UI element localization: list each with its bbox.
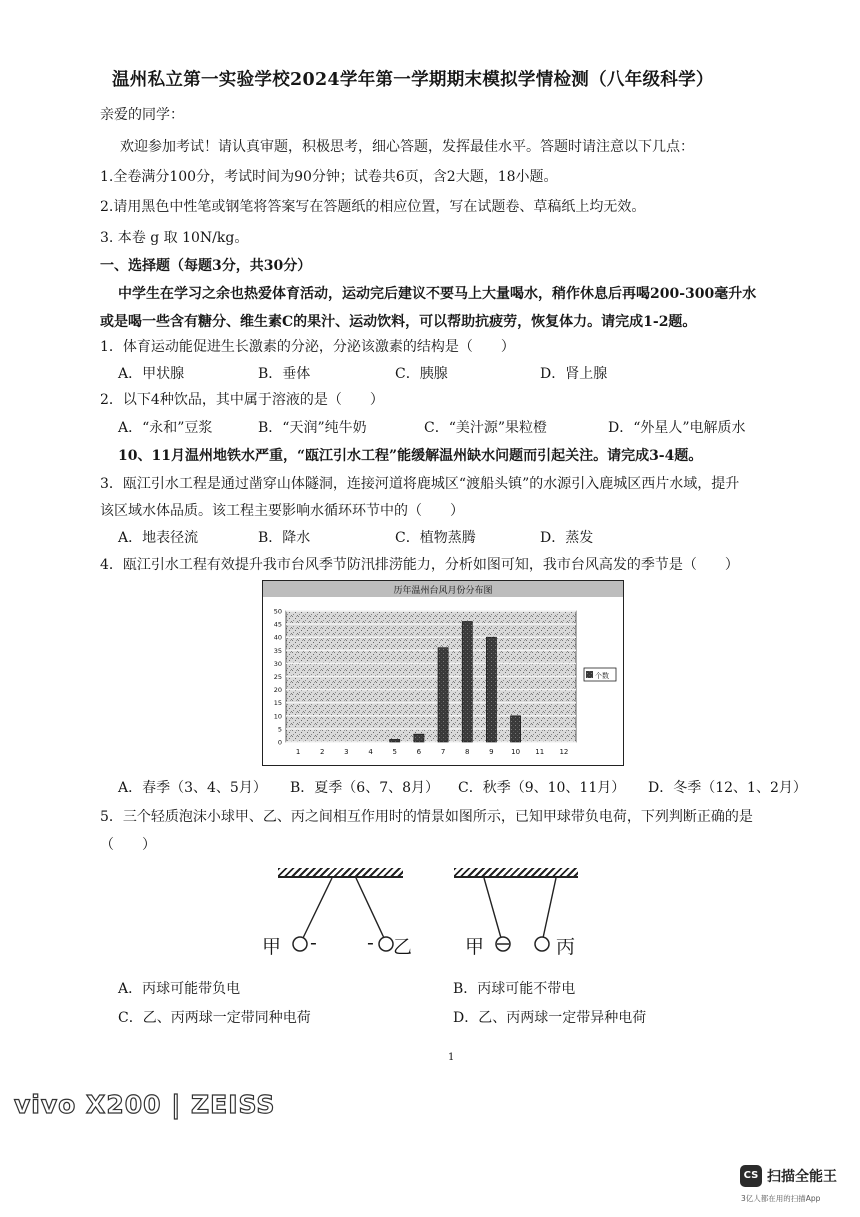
q3-option-c[interactable]: C．植物蒸腾 — [395, 530, 476, 546]
chart-title: 历年温州台风月份分布图 — [393, 586, 493, 596]
x-tick-label: 9 — [489, 748, 494, 756]
q1-option-a[interactable]: A．甲状腺 — [118, 366, 185, 382]
x-tick-label: 8 — [465, 748, 470, 756]
bar-month-9 — [486, 637, 496, 742]
y-tick-label: 10 — [273, 712, 282, 721]
q5-stem-line-2: （ ） — [100, 837, 156, 853]
welcome-text: 欢迎参加考试！请认真审题，积极思考，细心答题，发挥最佳水平。答题时请注意以下几点： — [120, 139, 694, 155]
q1-option-b[interactable]: B．垂体 — [258, 366, 311, 382]
x-tick-label: 5 — [392, 748, 397, 756]
page-number: 1 — [448, 1052, 455, 1063]
y-tick-label: 35 — [273, 646, 282, 655]
y-tick-label: 5 — [277, 725, 282, 734]
x-tick-label: 2 — [320, 748, 325, 756]
legend-swatch — [586, 671, 593, 678]
right-thread-bing — [543, 878, 556, 938]
label-yi: 乙 — [393, 936, 413, 958]
ball-yi — [379, 937, 393, 951]
y-tick-label: 50 — [273, 607, 282, 616]
q3-option-d[interactable]: D．蒸发 — [540, 530, 594, 546]
minus-sign-left: - — [310, 932, 317, 954]
section-heading: 一、选择题（每题3分，共30分） — [100, 258, 312, 274]
ball-jia-left — [293, 937, 307, 951]
x-tick-label: 10 — [511, 748, 521, 756]
exam-title: 温州私立第一实验学校2024学年第一学期期末模拟学情检测（八年级科学） — [112, 70, 714, 90]
scanner-app-name: 扫描全能王 — [767, 1169, 837, 1185]
passage-1-line-1: 中学生在学习之余也热爱体育活动，运动完后建议不要马上大量喝水，稍作休息后再喝200-300毫升水 — [118, 286, 757, 302]
y-tick-label: 40 — [273, 633, 282, 642]
q5-stem-line-1: 5．三个轻质泡沫小球甲、乙、丙之间相互作用时的情景如图所示，已知甲球带负电荷，下列判断正确的是 — [100, 809, 753, 825]
greeting: 亲爱的同学： — [100, 107, 184, 123]
x-tick-label: 7 — [440, 748, 446, 756]
bar-month-6 — [414, 734, 424, 742]
minus-sign-right: - — [367, 932, 374, 954]
x-tick-label: 12 — [559, 748, 569, 756]
bar-month-10 — [511, 716, 521, 742]
q5-option-c[interactable]: C．乙、丙两球一定带同种电荷 — [118, 1010, 311, 1026]
q2-stem: 2．以下4种饮品，其中属于溶液的是（ ） — [100, 392, 384, 408]
q1-option-d[interactable]: D．肾上腺 — [540, 366, 608, 382]
label-bing: 丙 — [556, 936, 576, 958]
q4-option-c[interactable]: C．秋季（9、10、11月） — [458, 780, 626, 796]
q2-option-c[interactable]: C．“美汁源”果粒橙 — [424, 420, 548, 436]
q4-stem: 4．瓯江引水工程有效提升我市台风季节防汛排涝能力，分析如图可知，我市台风高发的季节是（ ） — [100, 557, 739, 573]
q2-option-d[interactable]: D．“外星人”电解质水 — [608, 420, 746, 436]
q3-option-a[interactable]: A．地表径流 — [118, 530, 199, 546]
y-tick-label: 30 — [273, 659, 282, 668]
ball-bing — [535, 937, 549, 951]
q1-option-c[interactable]: C．胰腺 — [395, 366, 448, 382]
rule-3: 3. 本卷 g 取 10N/kg。 — [100, 230, 249, 246]
q3-stem-line-1: 3．瓯江引水工程是通过凿穿山体隧洞，连接河道将鹿城区“渡船头镇”的水源引入鹿城区西片水域，提升 — [100, 476, 740, 492]
passage-1-line-2: 或是喝一些含有糖分、维生素C的果汁、运动饮料，可以帮助抗疲劳，恢复体力。请完成1-2题。 — [100, 314, 697, 330]
left-thread-jia — [303, 878, 332, 938]
q4-option-d[interactable]: D．冬季（12、1、2月） — [648, 780, 807, 796]
q1-stem: 1．体育运动能促进生长激素的分泌，分泌该激素的结构是（ ） — [100, 339, 515, 355]
scanner-app-icon: CS — [740, 1165, 762, 1187]
right-thread-jia — [484, 878, 501, 938]
q5-option-b[interactable]: B．丙球可能不带电 — [453, 981, 576, 997]
legend-label: 个数 — [595, 672, 609, 680]
rule-1: 1.全卷满分100分，考试时间为90分钟；试卷共6页，含2大题，18小题。 — [100, 169, 558, 185]
x-tick-label: 11 — [535, 748, 545, 756]
x-tick-label: 6 — [416, 748, 422, 756]
q2-option-b[interactable]: B．“天润”纯牛奶 — [258, 420, 367, 436]
camera-watermark: vivo X200 | ZEISS — [14, 1090, 276, 1119]
bar-month-7 — [438, 648, 448, 742]
q4-option-b[interactable]: B．夏季（6、7、8月） — [290, 780, 440, 796]
y-tick-label: 20 — [273, 686, 282, 695]
y-tick-label: 15 — [273, 699, 282, 708]
bar-month-8 — [462, 621, 472, 742]
q3-option-b[interactable]: B．降水 — [258, 530, 311, 546]
scanner-app-tagline: 3亿人都在用的扫描App — [741, 1194, 821, 1203]
q5-option-a[interactable]: A．丙球可能带负电 — [118, 981, 241, 997]
q3-stem-line-2: 该区域水体品质。该工程主要影响水循环环节中的（ ） — [100, 503, 464, 519]
x-tick-label: 3 — [344, 748, 349, 756]
x-tick-label: 4 — [368, 748, 373, 756]
q4-option-a[interactable]: A．春季（3、4、5月） — [118, 780, 267, 796]
label-jia-left: 甲 — [262, 936, 282, 958]
left-thread-yi — [356, 878, 384, 938]
y-tick-label: 25 — [273, 673, 282, 681]
q2-option-a[interactable]: A．“永和”豆浆 — [118, 420, 213, 436]
y-tick-label: 0 — [277, 738, 282, 747]
y-tick-label: 45 — [273, 620, 282, 629]
typhoon-chart-svg — [262, 580, 624, 766]
typhoon-chart — [262, 580, 624, 766]
bar-month-5 — [390, 739, 400, 742]
q5-option-d[interactable]: D．乙、丙两球一定带异种电荷 — [453, 1010, 647, 1026]
rule-2: 2.请用黑色中性笔或钢笔将答案写在答题纸的相应位置，写在试题卷、草稿纸上均无效。 — [100, 199, 646, 215]
passage-2: 10、11月温州地铁水严重，“瓯江引水工程”能缓解温州缺水问题而引起关注。请完成3-4题。 — [118, 448, 703, 464]
label-jia-right: 甲 — [465, 936, 485, 958]
x-tick-label: 1 — [295, 748, 301, 756]
